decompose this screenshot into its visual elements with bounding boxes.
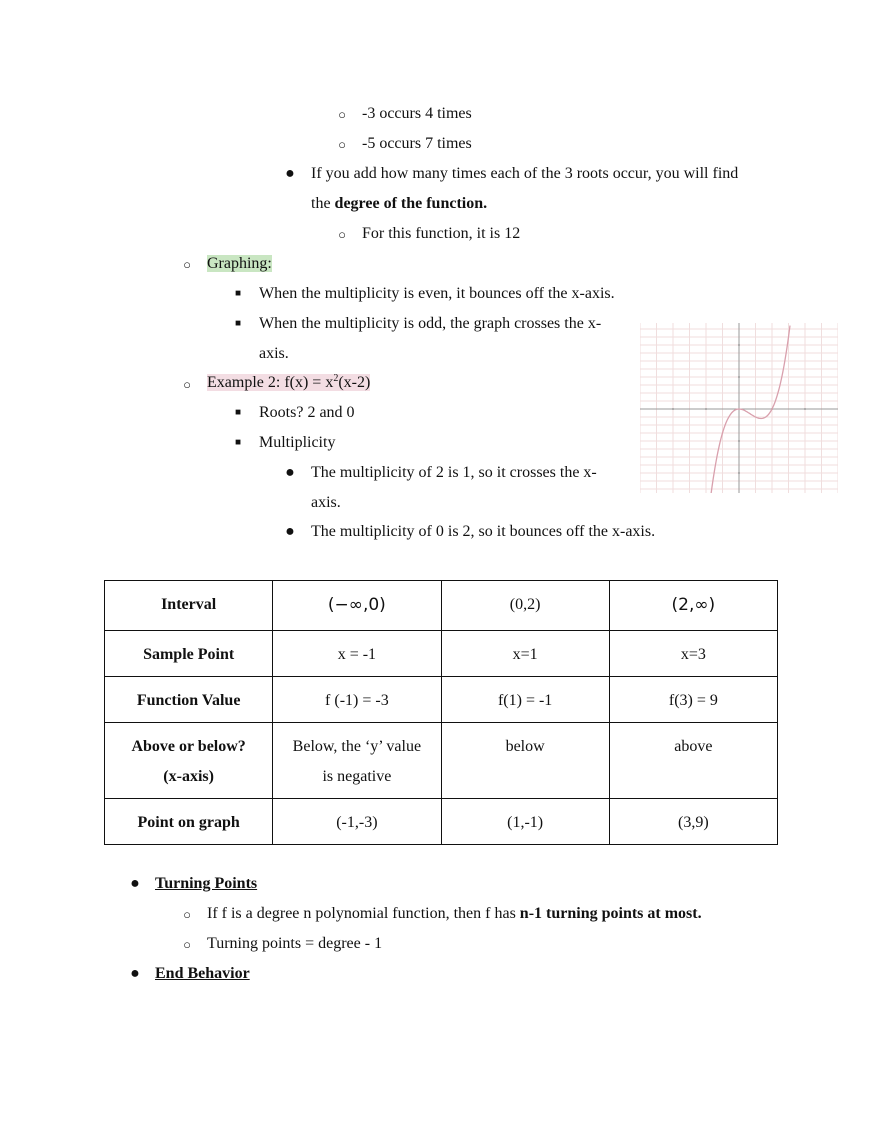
- table-row: [105, 631, 778, 677]
- table-cell: (2,∞): [609, 581, 777, 631]
- disc-bullet-icon: ●: [285, 165, 295, 182]
- table-row: [105, 799, 778, 845]
- example2-heading: Example 2: $f(x) = x^2(x-2)$: [207, 373, 371, 391]
- square-bullet-icon: ■: [234, 407, 242, 418]
- table-row: [105, 723, 778, 799]
- y-tick: [738, 376, 740, 378]
- disc-bullet-icon: ●: [130, 965, 140, 982]
- table-row: [105, 677, 778, 723]
- square-bullet-icon: ■: [234, 318, 242, 329]
- table-header-cell: Above or below? (x-axis): [105, 723, 273, 799]
- table-cell: above: [609, 723, 777, 799]
- list-item: If f is a degree n polynomial function, then f has n-1 turning points at most.: [207, 905, 702, 922]
- x-tick: [705, 408, 707, 410]
- table-cell: x = -1: [273, 631, 441, 677]
- table-header-cell: Point on graph: [105, 799, 273, 845]
- hollow-bullet-icon: ○: [338, 137, 346, 152]
- hollow-bullet-icon: ○: [338, 227, 346, 242]
- hollow-bullet-icon: ○: [183, 257, 191, 272]
- table-row: [105, 581, 778, 631]
- table-cell: f (-1) = -3: [273, 677, 441, 723]
- y-tick: [738, 472, 740, 474]
- table-cell: (3,9): [609, 799, 777, 845]
- table-cell: (1,-1): [441, 799, 609, 845]
- turning-points-heading: Turning Points: [155, 875, 258, 892]
- disc-bullet-icon: ●: [130, 875, 140, 892]
- graphing-heading: Graphing:: [207, 255, 272, 272]
- table-cell: x=1: [441, 631, 609, 677]
- list-item: When the multiplicity is even, it bounces off the x-axis.: [259, 285, 615, 302]
- table-cell: (0,2): [441, 581, 609, 631]
- hollow-bullet-icon: ○: [183, 907, 191, 922]
- list-item: The multiplicity of 2 is 1, so it crosses the x-: [311, 464, 597, 481]
- list-item-continuation: axis.: [259, 345, 289, 362]
- list-item: Roots? 2 and 0: [259, 404, 355, 421]
- list-item: Turning points = degree - 1: [207, 935, 383, 952]
- table-cell: below: [441, 723, 609, 799]
- table-header-cell: Interval: [105, 581, 273, 631]
- function-graph: [640, 323, 838, 493]
- square-bullet-icon: ■: [234, 437, 242, 448]
- list-item-continuation: axis.: [311, 494, 341, 511]
- hollow-bullet-icon: ○: [183, 937, 191, 952]
- degree-explanation-line2: the degree of the function.: [311, 195, 488, 212]
- table-cell: (-1,-3): [273, 799, 441, 845]
- y-tick: [738, 344, 740, 346]
- interval-table: [104, 580, 778, 845]
- table-header-cell: Function Value: [105, 677, 273, 723]
- list-item: When the multiplicity is odd, the graph crosses the x-: [259, 315, 602, 332]
- list-item: The multiplicity of 0 is 2, so it bounces off the x-axis.: [311, 523, 656, 540]
- table-cell: x=3: [609, 631, 777, 677]
- table-header-cell: Sample Point: [105, 631, 273, 677]
- hollow-bullet-icon: ○: [183, 377, 191, 392]
- degree-explanation-line1: If you add how many times each of the 3 roots occur, you will find: [311, 165, 739, 182]
- table-cell: Below, the ‘y’ value is negative: [273, 723, 441, 799]
- table-cell: f(3) = 9: [609, 677, 777, 723]
- end-behavior-heading: End Behavior: [155, 965, 250, 982]
- table-cell: f(1) = -1: [441, 677, 609, 723]
- disc-bullet-icon: ●: [285, 464, 295, 481]
- square-bullet-icon: ■: [234, 288, 242, 299]
- table-cell: (−∞,0): [273, 581, 441, 631]
- y-tick: [738, 440, 740, 442]
- list-item: -3 occurs 4 times: [362, 105, 472, 122]
- list-item: -5 occurs 7 times: [362, 135, 472, 152]
- list-item: Multiplicity: [259, 434, 336, 451]
- disc-bullet-icon: ●: [285, 523, 295, 540]
- degree-value: For this function, it is 12: [362, 225, 521, 242]
- x-tick: [804, 408, 806, 410]
- hollow-bullet-icon: ○: [338, 107, 346, 122]
- x-tick: [672, 408, 674, 410]
